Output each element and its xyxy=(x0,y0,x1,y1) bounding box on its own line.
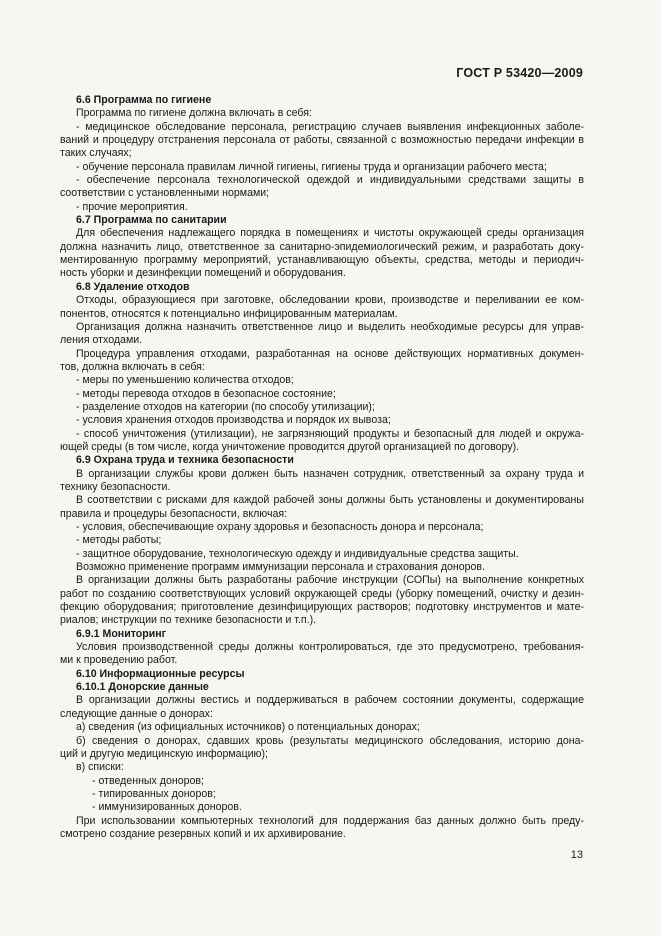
text-line: В организации должны вестись и поддерживаться в рабочем состоянии документы, содержащие xyxy=(76,694,584,707)
text-line: Процедура управления отходами, разработанная на основе действующих нормативных докумен- xyxy=(76,347,584,360)
text-line: - меры по уменьшению количества отходов; xyxy=(76,374,294,387)
text-line: тов, должна включать в себя: xyxy=(60,360,205,373)
text-line: работ по созданию соответствующих условий окружающей среды (уборку помещений, очистку и дезин- xyxy=(60,587,584,600)
text-line: ющей среды (в том числе, когда уничтожение проводится другой организацией по договору). xyxy=(60,440,520,453)
text-line: ментированную программу мероприятий, устанавливающую объекты, средства, методы и периодич- xyxy=(60,254,584,267)
text-line: ций и другую медицинскую информацию); xyxy=(60,747,268,760)
text-line: При использовании компьютерных технологий для поддержания баз данных должно быть преду- xyxy=(76,814,584,827)
text-line: понентов, относятся к потенциально инфицированным материалам. xyxy=(60,307,398,320)
section-heading: 6.9.1 Мониторинг xyxy=(76,627,167,640)
text-line: должна назначить лицо, ответственное за санитарно-эпидемиологический режим, и разработать доку- xyxy=(60,240,584,253)
text-line: Для обеспечения надлежащего порядка в помещениях и чистоты окружающей среды организация xyxy=(76,227,584,240)
page-number: 13 xyxy=(570,849,583,861)
text-line: в) списки: xyxy=(76,761,124,774)
text-line: фекцию оборудования; приготовление дезинфицирующих растворов; подготовку инструментов и мате- xyxy=(60,601,584,614)
text-line: ваний и процедуру отстранения персонала от работы, связанной с возможностью передачи инфекции в xyxy=(60,134,584,147)
text-line: - обеспечение персонала технологической одеждой и индивидуальными средствами защиты в xyxy=(76,174,584,187)
text-line: - обучение персонала правилам личной гигиены, гигиены труда и организации рабочего места; xyxy=(76,160,547,173)
text-line: Условия производственной среды должны контролироваться, где это предусмотрено, требования- xyxy=(76,641,584,654)
text-line: - прочие мероприятия. xyxy=(76,200,188,213)
text-line: - условия, обеспечивающие охрану здоровья и безопасность донора и персонала; xyxy=(76,521,484,533)
section-heading: 6.7 Программа по санитарии xyxy=(76,214,227,227)
standard-header: ГОСТ Р 53420—2009 xyxy=(456,66,583,80)
text-line: - методы работы; xyxy=(76,534,162,547)
text-line: В организации службы крови должен быть назначен сотрудник, ответственный за охрану труда и xyxy=(76,467,584,480)
text-line: В организации должны быть разработаны рабочие инструкции (СОПы) на выполнение конкретных xyxy=(76,574,584,587)
text-line: технику безопасности. xyxy=(60,480,171,493)
section-heading: 6.9 Охрана труда и техника безопасности xyxy=(76,454,294,467)
text-line: смотрено создание резервных копий и их архивирование. xyxy=(60,827,346,840)
document-body xyxy=(60,94,584,841)
text-line: - иммунизированных доноров. xyxy=(92,801,242,814)
section-heading: 6.6 Программа по гигиене xyxy=(76,94,212,106)
text-line: ми к проведению работ. xyxy=(60,654,178,667)
section-heading: 6.8 Удаление отходов xyxy=(76,280,190,293)
text-line: - медицинское обследование персонала, регистрацию случаев выявления инфекционных заболе- xyxy=(76,120,584,133)
text-line: а) сведения (из официальных источников) о потенциальных донорах; xyxy=(76,721,420,734)
text-line: ность уборки и дезинфекции помещений и оборудования. xyxy=(60,267,346,280)
text-line: соответствии с установленными нормами; xyxy=(60,187,270,200)
text-line: - условия хранения отходов производства и порядок их вывоза; xyxy=(76,414,391,427)
text-line: - отведенных доноров; xyxy=(92,774,204,787)
text-line: правила и процедуры безопасности, включая: xyxy=(60,507,288,520)
text-line: Отходы, образующиеся при заготовке, обследовании крови, производстве и переливании ее ком- xyxy=(76,294,584,307)
text-line: - защитное оборудование, технологическую одежду и индивидуальные средства защиты. xyxy=(76,547,519,560)
text-line: Программа по гигиене должна включать в себя: xyxy=(76,107,312,120)
text-line: таких случаях; xyxy=(60,147,132,160)
section-heading: 6.10 Информационные ресурсы xyxy=(76,667,245,680)
text-line: следующие данные о донорах: xyxy=(60,707,213,720)
text-line: риалов; инструкции по технике безопасности и т.п.). xyxy=(60,614,317,627)
text-line: Организация должна назначить ответственное лицо и выделить необходимые ресурсы для управ- xyxy=(76,320,584,333)
text-line: - разделение отходов на категории (по способу утилизации); xyxy=(76,400,375,413)
text-line: В соответствии с рисками для каждой рабочей зоны должны быть установлены и документированы xyxy=(76,494,584,507)
text-line: - типированных доноров; xyxy=(92,787,216,800)
text-line: - способ уничтожения (утилизации), не загрязняющий продукты и безопасный для людей и окружа- xyxy=(76,427,584,440)
text-line: - методы перевода отходов в безопасное состояние; xyxy=(76,387,336,400)
section-heading: 6.10.1 Донорские данные xyxy=(76,681,209,694)
text-line: б) сведения о донорах, сдавших кровь (результаты медицинского обследования, историю дона- xyxy=(76,734,584,747)
text-line: Возможно применение программ иммунизации персонала и страхования доноров. xyxy=(76,561,485,574)
text-line: ления отходами. xyxy=(60,334,143,347)
